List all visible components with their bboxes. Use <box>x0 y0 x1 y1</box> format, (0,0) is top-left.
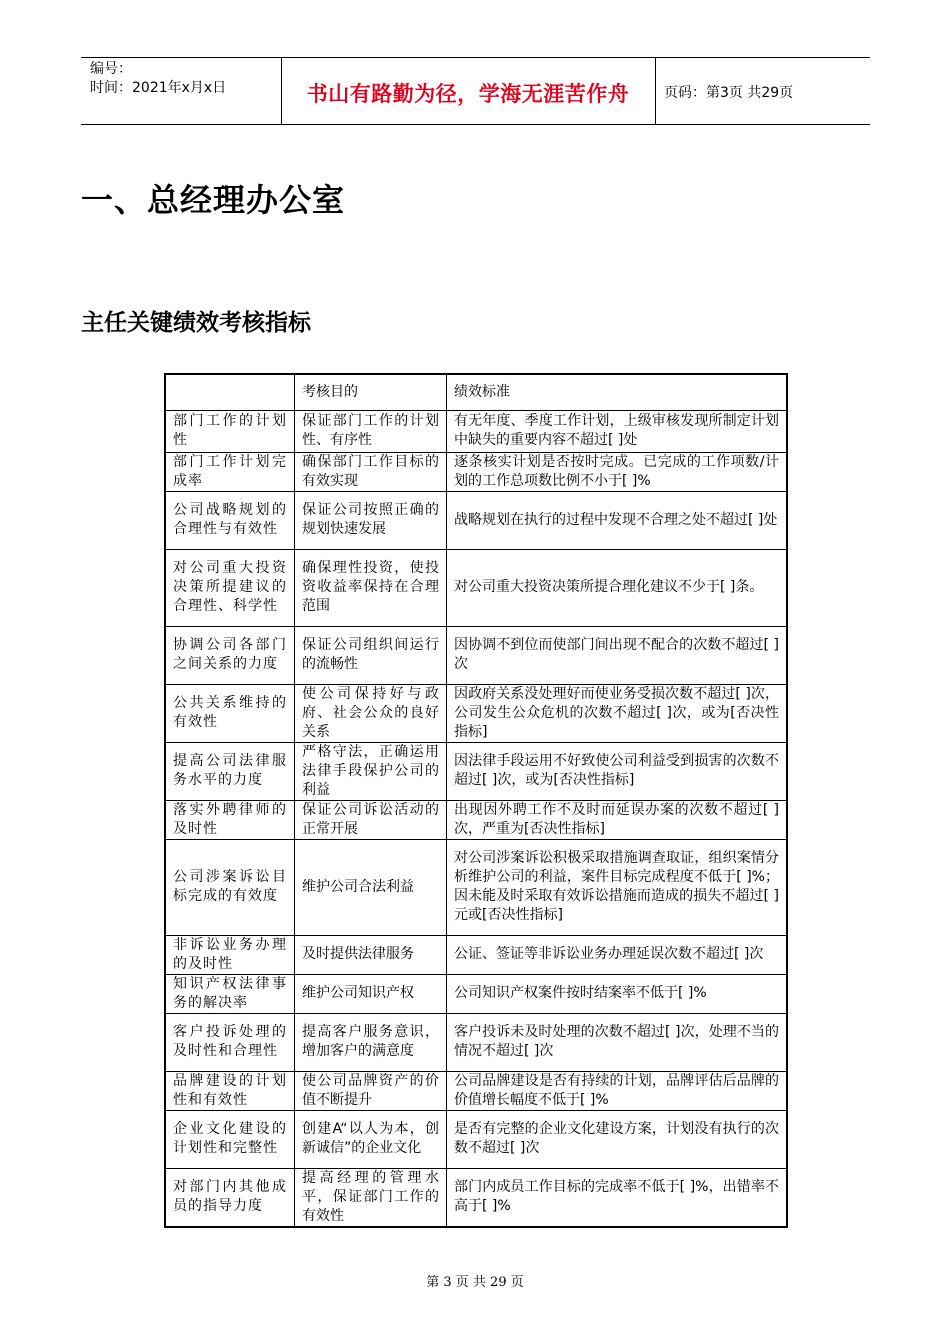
standard-cell: 公司知识产权案件按时结案率不低于[ ]% <box>447 974 788 1013</box>
table-header-cell: 绩效标准 <box>447 374 788 410</box>
document-time-label: 时间：2021年x月x日 <box>90 80 227 96</box>
header-page-info: 页码：第3页 共29页 <box>664 85 794 101</box>
indicator-cell: 公司战略规划的合理性与有效性 <box>165 491 295 549</box>
purpose-cell: 使公司保持好与政府、社会公众的良好关系 <box>295 684 447 742</box>
indicator-cell: 企业文化建设的计划性和完整性 <box>165 1110 295 1168</box>
purpose-cell: 保证公司按照正确的规划快速发展 <box>295 491 447 549</box>
indicator-cell: 客户投诉处理的及时性和合理性 <box>165 1013 295 1071</box>
page-footer: 第 3 页 共 29 页 <box>426 1275 524 1290</box>
indicator-cell: 知识产权法律事务的解决率 <box>165 974 295 1013</box>
standard-cell: 对公司重大投资决策所提合理化建议不少于[ ]条。 <box>447 549 788 626</box>
purpose-cell: 严格守法，正确运用法律手段保护公司的利益 <box>295 742 447 800</box>
table-row <box>165 452 787 491</box>
table-row <box>165 1168 787 1227</box>
standard-cell: 客户投诉未及时处理的次数不超过[ ]次，处理不当的情况不超过[ ]次 <box>447 1013 788 1071</box>
indicator-cell: 落实外聘律师的及时性 <box>165 800 295 839</box>
standard-cell: 因法律手段运用不好致使公司利益受到损害的次数不超过[ ]次，或为[否决性指标] <box>447 742 788 800</box>
table-row <box>165 974 787 1013</box>
table-row <box>165 742 787 800</box>
purpose-cell: 保证公司诉讼活动的正常开展 <box>295 800 447 839</box>
purpose-cell: 保证公司组织间运行的流畅性 <box>295 626 447 684</box>
table-row <box>165 839 787 935</box>
table-row <box>165 410 787 452</box>
standard-cell: 因协调不到位而使部门间出现不配合的次数不超过[ ]次 <box>447 626 788 684</box>
table-row <box>165 1071 787 1110</box>
purpose-cell: 确保部门工作目标的有效实现 <box>295 452 447 491</box>
kpi-table <box>164 373 788 1228</box>
table-row <box>165 684 787 742</box>
purpose-cell: 使公司品牌资产的价值不断提升 <box>295 1071 447 1110</box>
standard-cell: 战略规划在执行的过程中发现不合理之处不超过[ ]处 <box>447 491 788 549</box>
standard-cell: 部门内成员工作目标的完成率不低于[ ]%，出错率不高于[ ]% <box>447 1168 788 1227</box>
subsection-heading: 主任关键绩效考核指标 <box>81 310 311 336</box>
indicator-cell: 提高公司法律服务水平的力度 <box>165 742 295 800</box>
header-motto: 书山有路勤为径，学海无涯苦作舟 <box>306 81 630 106</box>
table-row <box>165 549 787 626</box>
standard-cell: 公司品牌建设是否有持续的计划，品牌评估后品牌的价值增长幅度不低于[ ]% <box>447 1071 788 1110</box>
indicator-cell: 部门工作的计划性 <box>165 410 295 452</box>
standard-cell: 有无年度、季度工作计划，上级审核发现所制定计划中缺失的重要内容不超过[ ]处 <box>447 410 788 452</box>
purpose-cell: 及时提供法律服务 <box>295 935 447 974</box>
indicator-cell: 公共关系维持的有效性 <box>165 684 295 742</box>
purpose-cell: 创建A“以人为本，创新诚信”的企业文化 <box>295 1110 447 1168</box>
purpose-cell: 确保理性投资，使投资收益率保持在合理范围 <box>295 549 447 626</box>
table-row <box>165 626 787 684</box>
indicator-cell: 部门工作计划完成率 <box>165 452 295 491</box>
table-header-cell: 考核目的 <box>295 374 447 410</box>
document-number-label: 编号： <box>90 61 132 77</box>
table-row <box>165 1013 787 1071</box>
header-divider <box>655 57 656 124</box>
indicator-cell: 协调公司各部门之间关系的力度 <box>165 626 295 684</box>
header-top-rule <box>81 57 870 58</box>
table-header-cell <box>165 374 295 410</box>
table-header-row <box>165 374 787 410</box>
standard-cell: 因政府关系没处理好而使业务受损次数不超过[ ]次，公司发生公众危机的次数不超过[ ]次，或为[否决性指标] <box>447 684 788 742</box>
indicator-cell: 对部门内其他成员的指导力度 <box>165 1168 295 1227</box>
standard-cell: 出现因外聘工作不及时而延误办案的次数不超过[ ]次，严重为[否决性指标] <box>447 800 788 839</box>
purpose-cell: 维护公司合法利益 <box>295 839 447 935</box>
standard-cell: 逐条核实计划是否按时完成。已完成的工作项数/计划的工作总项数比例不小于[ ]% <box>447 452 788 491</box>
purpose-cell: 提高经理的管理水平，保证部门工作的有效性 <box>295 1168 447 1227</box>
standard-cell: 对公司涉案诉讼积极采取措施调查取证，组织案情分析维护公司的利益，案件目标完成程度不低于[ ]%；因未能及时采取有效诉讼措施而造成的损失不超过[ ]元或[否决性指标] <box>447 839 788 935</box>
header-bottom-rule <box>81 124 870 125</box>
indicator-cell: 非诉讼业务办理的及时性 <box>165 935 295 974</box>
table-row <box>165 491 787 549</box>
purpose-cell: 提高客户服务意识，增加客户的满意度 <box>295 1013 447 1071</box>
standard-cell: 公证、签证等非诉讼业务办理延误次数不超过[ ]次 <box>447 935 788 974</box>
standard-cell: 是否有完整的企业文化建设方案，计划没有执行的次数不超过[ ]次 <box>447 1110 788 1168</box>
indicator-cell: 对公司重大投资决策所提建议的合理性、科学性 <box>165 549 295 626</box>
purpose-cell: 维护公司知识产权 <box>295 974 447 1013</box>
section-heading: 一、总经理办公室 <box>81 181 346 219</box>
header-meta <box>90 60 226 98</box>
table-row <box>165 935 787 974</box>
table-row <box>165 800 787 839</box>
purpose-cell: 保证部门工作的计划性、有序性 <box>295 410 447 452</box>
indicator-cell: 公司涉案诉讼目标完成的有效度 <box>165 839 295 935</box>
indicator-cell: 品牌建设的计划性和有效性 <box>165 1071 295 1110</box>
table-row <box>165 1110 787 1168</box>
